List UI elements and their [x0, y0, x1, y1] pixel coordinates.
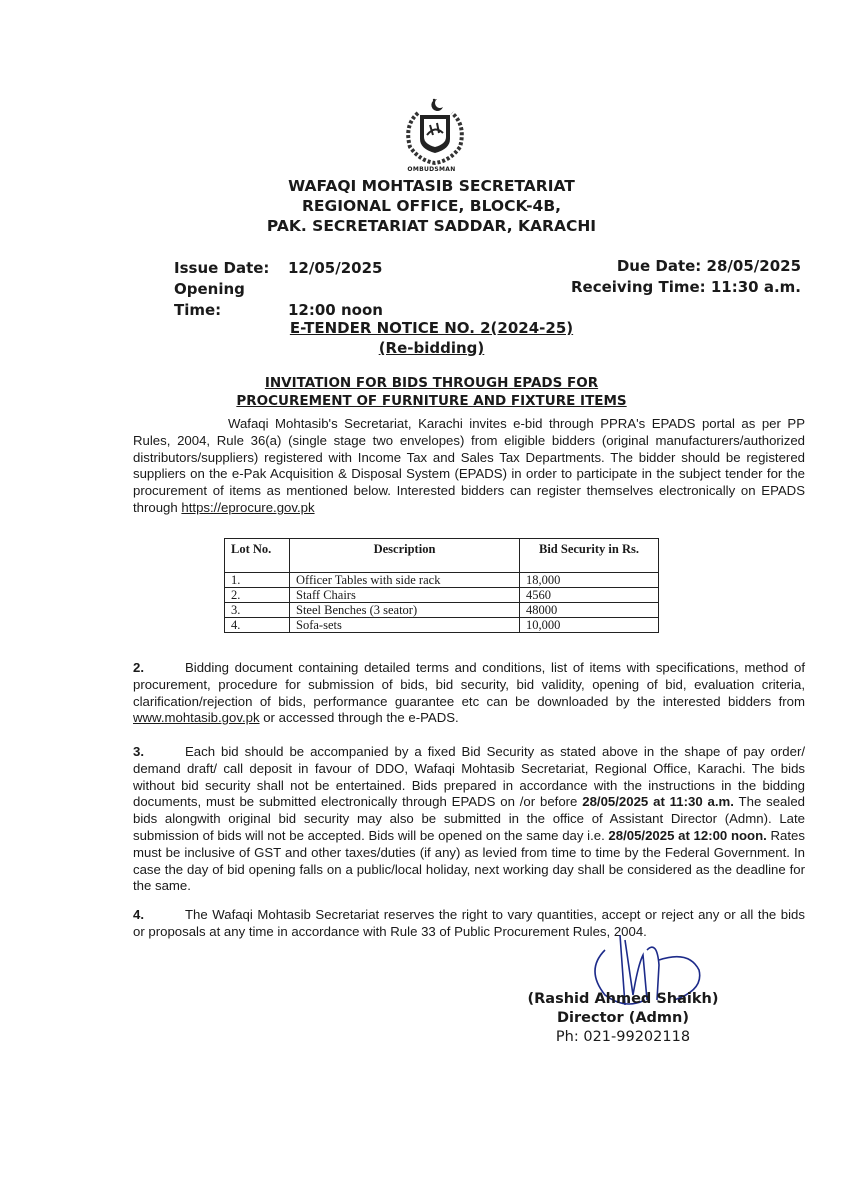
invitation-line: INVITATION FOR BIDS THROUGH EPADS FOR [264, 375, 599, 391]
col-header-lot: Lot No. [225, 539, 290, 573]
bid-security: 4560 [520, 588, 659, 603]
intro-text: Wafaqi Mohtasib's Secretariat, Karachi invites e-bid through PPRA's EPADS portal as per PP Rules, 2004, Rule 36(a) (single stage two envelopes) from eligible bidders (original manufacturers/authorized distributors/suppliers) registered with Income Tax and Sales Tax Departments. The bidder should be registered suppliers on the e-Pak Acquisition & Disposal System (EPADS) in order to participate in the subject tender for the procurement of items as mentioned below. Interested bidders can register themselves electronically on EPADS through [133, 416, 805, 515]
paragraph-text: Rates must be inclusive of GST and other taxes/duties (if any) as levied from time to time by the Federal Government. In case the day of bid opening falls on a public/local holiday, next working day shall be considered as the deadline for the same. [133, 827, 805, 894]
emblem-caption: OMBUDSMAN [407, 166, 456, 173]
bid-security: 10,000 [520, 618, 659, 633]
receiving-time-label: Receiving Time: [570, 278, 706, 296]
invitation-line: PROCUREMENT OF FURNITURE AND FIXTURE ITEMS [236, 393, 627, 409]
table-row [225, 588, 659, 603]
mohtasib-link[interactable]: www.mohtasib.gov.pk [133, 710, 260, 726]
receiving-time-value: 11:30 a.m. [710, 278, 801, 296]
description: Staff Chairs [290, 588, 520, 603]
org-line: PAK. SECRETARIAT SADDAR, KARACHI [266, 217, 597, 235]
col-header-bid-security: Bid Security in Rs. [520, 539, 659, 573]
col-header-description: Description [290, 539, 520, 573]
issue-meta [174, 258, 383, 321]
tender-title [0, 318, 863, 358]
table-row [225, 573, 659, 588]
description: Sofa-sets [290, 618, 520, 633]
organization-header [0, 176, 863, 236]
eprocure-link[interactable]: https://eprocure.gov.pk [181, 499, 315, 515]
paragraph-text: The Wafaqi Mohtasib Secretariat reserves the right to vary quantities, accept or reject any or all the bids or proposals at any time in accordance with Rule 33 of Public Procurement Rules, 2004. [133, 907, 805, 939]
lot-no: 4. [225, 618, 290, 633]
issue-date-label: Issue Date: [174, 259, 270, 277]
paragraph-2 [133, 660, 805, 727]
org-line: WAFAQI MOHTASIB SECRETARIAT [288, 177, 575, 195]
paragraph-number: 2. [133, 660, 144, 675]
submission-deadline: 28/05/2025 at 11:30 a.m. [582, 794, 734, 810]
notice-number: E-TENDER NOTICE NO. 2(2024-25) [289, 319, 574, 337]
bid-security: 48000 [520, 603, 659, 618]
opening-time-label: Opening Time: [174, 280, 245, 319]
opening-deadline: 28/05/2025 at 12:00 noon. [608, 827, 767, 843]
signatory-phone: Ph: 021-99202118 [555, 1029, 691, 1045]
notice-subtitle: (Re-bidding) [378, 339, 485, 357]
ombudsman-emblem-icon [390, 95, 480, 167]
paragraph-text: The sealed bids alongwith original bid security may also be submitted in the office of Assistant Director (Admn). Late submission of bids will not be accepted. Bids will be opened on the same day i.e. [133, 794, 805, 843]
due-meta [571, 256, 801, 298]
table-header-row [225, 539, 659, 573]
signatory-name: (Rashid Ahmed Shaikh) [527, 991, 719, 1007]
paragraph-3 [133, 744, 805, 895]
opening-time-value: 12:00 noon [288, 301, 383, 319]
org-line: REGIONAL OFFICE, BLOCK-4B, [301, 197, 562, 215]
paragraph-number: 3. [133, 744, 144, 759]
paragraph-number: 4. [133, 907, 144, 922]
description: Steel Benches (3 seator) [290, 603, 520, 618]
lot-no: 2. [225, 588, 290, 603]
paragraph-text: or accessed through the e-PADS. [259, 710, 459, 726]
issue-date-value: 12/05/2025 [288, 259, 383, 277]
due-date-label: Due Date: [616, 257, 702, 275]
table-row [225, 603, 659, 618]
signatory-block [518, 990, 728, 1047]
bid-security-table [224, 538, 659, 633]
due-date-value: 28/05/2025 [706, 257, 801, 275]
signatory-title: Director (Admn) [557, 1010, 689, 1026]
paragraph-text: Bidding document containing detailed terms and conditions, list of items with specifications, method of procurement, procedure for submission of bids, bid security, bid validity, opening of bid, evaluation criteria, clarification/rejection of bids, performance guarantee etc can be downloaded by the interested bidders from [133, 660, 805, 709]
bid-security: 18,000 [520, 573, 659, 588]
description: Officer Tables with side rack [290, 573, 520, 588]
table-row [225, 618, 659, 633]
lot-no: 1. [225, 573, 290, 588]
invitation-title [0, 374, 863, 410]
lot-no: 3. [225, 603, 290, 618]
paragraph-text: Each bid should be accompanied by a fixed Bid Security as stated above in the shape of pay order/ demand draft/ call deposit in favour of DDO, Wafaqi Mohtasib Secretariat, Regional Office, Karachi. The bids without bid security shall not be entertained. Bids prepared in accordance with the instructions in the bidding documents, must be submitted electronically through EPADS on /or before [133, 744, 805, 810]
intro-paragraph [133, 416, 805, 517]
